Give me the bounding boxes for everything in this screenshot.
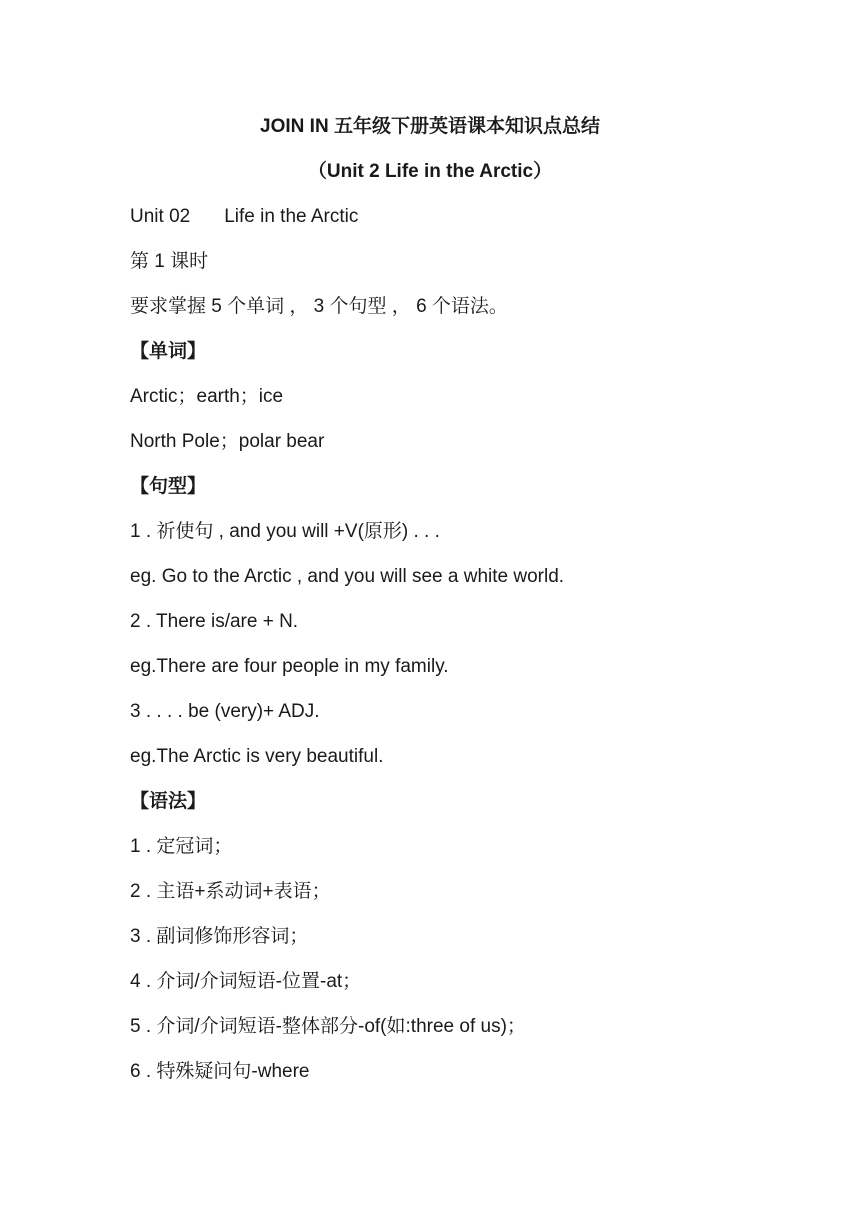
grammar-item: 2 . 主语+系动词+表语； [130, 881, 331, 902]
document-title: JOIN IN 五年级下册英语课本知识点总结 [260, 116, 600, 137]
pattern-line: 2 . There is/are + N. [130, 611, 299, 632]
vocab-heading: 【单词】 [130, 341, 207, 362]
pattern-heading: 【句型】 [130, 476, 207, 497]
grammar-item: 1 . 定冠词； [130, 836, 233, 857]
grammar-heading: 【语法】 [130, 791, 207, 812]
grammar-item: 5 . 介词/介词短语-整体部分-of(如:three of us)； [130, 1016, 526, 1037]
pattern-example: eg.The Arctic is very beautiful. [130, 746, 384, 767]
vocab-line: Arctic；earth；ice [130, 386, 284, 407]
grammar-item: 6 . 特殊疑问句-where [130, 1061, 310, 1082]
pattern-example: eg. Go to the Arctic , and you will see a white world. [130, 566, 565, 587]
pattern-example: eg.There are four people in my family. [130, 656, 449, 677]
lesson-label: 第 1 课时 [130, 251, 209, 272]
unit-heading [130, 205, 358, 229]
unit-number: Unit 02 [130, 206, 191, 227]
unit-name: Life in the Arctic [224, 206, 359, 227]
grammar-item: 4 . 介词/介词短语-位置-at； [130, 971, 362, 992]
document-subtitle: （Unit 2 Life in the Arctic） [307, 161, 553, 182]
pattern-line: 1 . 祈使句 , and you will +V(原形) . . . [130, 521, 440, 542]
requirement-text: 要求掌握 5 个单词 ， 3 个句型 ， 6 个语法。 [130, 296, 508, 317]
vocab-line: North Pole；polar bear [130, 431, 325, 452]
pattern-line: 3 . . . . be (very)+ ADJ. [130, 701, 320, 722]
grammar-item: 3 . 副词修饰形容词； [130, 926, 309, 947]
